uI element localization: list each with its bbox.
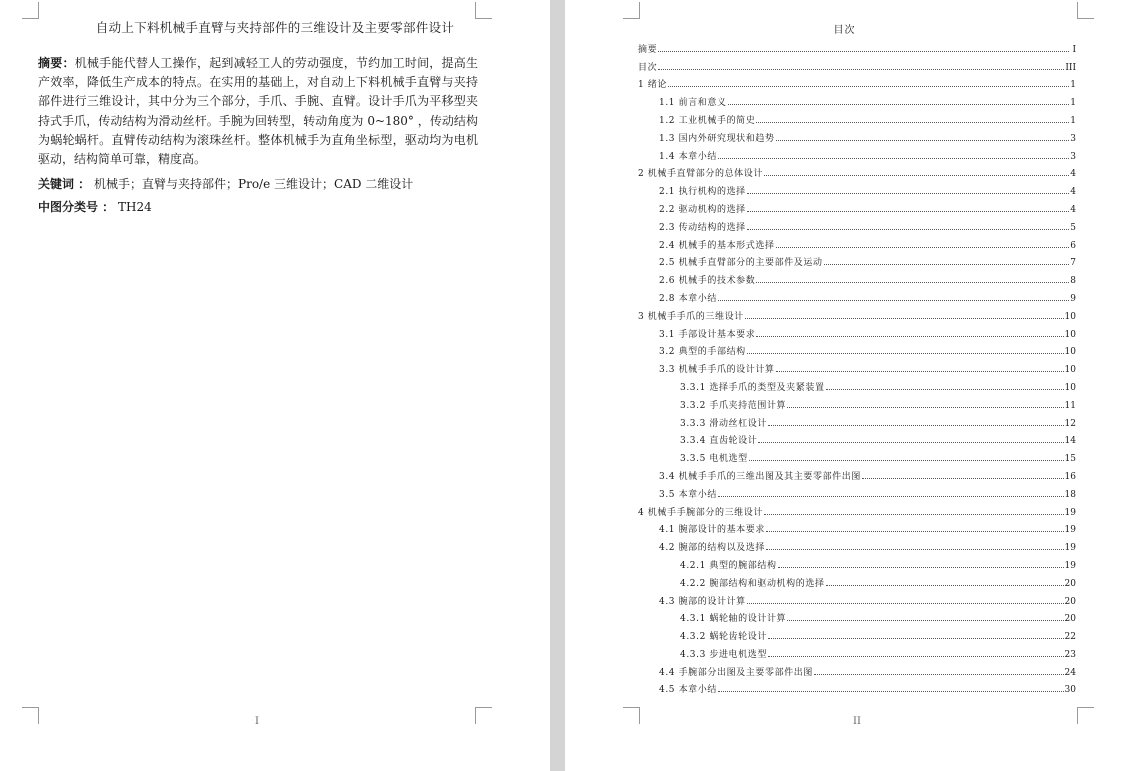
toc-entry-text: 2.4 机械手的基本形式选择: [659, 240, 775, 251]
abstract-text: 机械手能代替人工操作，起到减轻工人的劳动强度，节约加工时间，提高生产效率，降低生产成本的特点。在实用的基础上，对自动上下料机械手直臂与夹持部件进行三维设计，其中分为三个部分，手爪、手腕、直臂。设计手爪为平移型夹持式手爪，传动结构为滑动丝杆。手腕为回转型，转动角度为 0~180° ，传动结构为蜗轮蜗杆。直臂传动结构为滚珠丝杆。整体机械手为直角坐标型，驱动均为电机驱动，结构简单可靠，精度高。: [38, 56, 478, 167]
toc-entry[interactable]: [638, 215, 1076, 233]
toc-dot-leader: [776, 247, 1069, 248]
toc-entry[interactable]: [638, 518, 1076, 536]
toc-dot-leader: [824, 264, 1069, 265]
toc-entry[interactable]: [638, 179, 1076, 197]
toc-dot-leader: [745, 318, 1064, 319]
toc-entry-page: 3: [1070, 151, 1076, 162]
classification-label: 中图分类号 ：: [38, 200, 115, 214]
toc-entry-page: 10: [1064, 329, 1076, 340]
toc-dot-leader: [718, 691, 1064, 692]
toc-dot-leader: [826, 585, 1064, 586]
crop-mark-bottom-left: [623, 707, 640, 724]
page-number-left: I: [255, 716, 259, 727]
toc-entry[interactable]: [638, 357, 1076, 375]
toc-entry-text: 2.8 本章小结: [659, 293, 717, 304]
toc-entry-text: 3.2 典型的手部结构: [659, 347, 746, 358]
toc-entry[interactable]: [638, 144, 1076, 162]
toc-entry-page: 4: [1070, 169, 1076, 180]
classification-line: [38, 198, 152, 215]
toc-entry[interactable]: [638, 108, 1076, 126]
crop-mark-bottom-right: [475, 707, 492, 724]
toc-entry-page: 11: [1064, 400, 1076, 411]
toc-entry-page: I: [1072, 44, 1076, 55]
toc-entry-page: III: [1065, 62, 1076, 73]
toc-entry-page: 16: [1064, 471, 1076, 482]
toc-entry[interactable]: [638, 535, 1076, 553]
toc-entry[interactable]: [638, 286, 1076, 304]
toc-dot-leader: [756, 336, 1063, 337]
toc-dot-leader: [862, 478, 1064, 479]
toc-entry[interactable]: [638, 589, 1076, 607]
toc-entry-page: 14: [1064, 436, 1076, 447]
keywords-line: [38, 175, 413, 192]
toc-entry-text: 3.3.1 选择手爪的类型及夹紧装置: [680, 382, 825, 393]
toc-entry-page: 24: [1064, 667, 1076, 678]
toc-entry-text: 4.3 腕部的设计计算: [659, 596, 746, 607]
toc-title: 目次: [833, 25, 856, 36]
toc-entry-page: 10: [1064, 311, 1076, 322]
toc-dot-leader: [718, 496, 1064, 497]
toc-entry[interactable]: [638, 233, 1076, 251]
toc-entry-text: 1.1 前言和意义: [659, 98, 727, 109]
toc-entry[interactable]: [638, 678, 1076, 696]
toc-dot-leader: [787, 407, 1063, 408]
toc-dot-leader: [756, 122, 1069, 123]
toc-entry-text: 4.2 腕部的结构以及选择: [659, 543, 765, 554]
toc-entry-text: 4.5 本章小结: [659, 685, 717, 696]
toc-entry-page: 30: [1064, 685, 1076, 696]
toc-entry-page: 20: [1064, 596, 1076, 607]
toc-entry-text: 3.1 手部设计基本要求: [659, 329, 756, 340]
toc-dot-leader: [758, 442, 1063, 443]
toc-dot-leader: [768, 656, 1064, 657]
toc-entry[interactable]: [638, 393, 1076, 411]
toc-entry-page: 19: [1064, 507, 1076, 518]
toc-dot-leader: [728, 104, 1069, 105]
toc-dot-leader: [766, 549, 1064, 550]
toc-entry-text: 3 机械手手爪的三维设计: [638, 311, 744, 322]
toc-dot-leader: [756, 282, 1069, 283]
toc-entry-text: 3.5 本章小结: [659, 489, 717, 500]
toc-entry-page: 23: [1064, 649, 1076, 660]
crop-mark-top-right: [475, 2, 492, 19]
toc-entry-text: 4.3.3 步进电机选型: [680, 649, 767, 660]
toc-entry-page: 19: [1064, 543, 1076, 554]
toc-entry[interactable]: [638, 126, 1076, 144]
toc-dot-leader: [658, 51, 1069, 52]
toc-entry[interactable]: [638, 375, 1076, 393]
toc-entry-text: 2.6 机械手的技术参数: [659, 276, 756, 287]
toc-entry-text: 4.2.2 腕部结构和驱动机构的选择: [680, 578, 825, 589]
toc-entry-page: 8: [1070, 276, 1076, 287]
toc-entry-text: 1.2 工业机械手的简史: [659, 115, 756, 126]
document-title: 自动上下料机械手直臂与夹持部件的三维设计及主要零部件设计: [95, 20, 455, 35]
toc-entry-text: 摘要: [638, 44, 658, 55]
toc-entry-text: 4 机械手手腕部分的三维设计: [638, 507, 763, 518]
toc-entry-text: 2.3 传动结构的选择: [659, 222, 746, 233]
toc-entry-page: 6: [1070, 240, 1076, 251]
toc-entry[interactable]: [638, 162, 1076, 180]
toc-dot-leader: [658, 69, 1064, 70]
toc-entry[interactable]: [638, 268, 1076, 286]
toc-entry-page: 10: [1064, 382, 1076, 393]
toc-entry[interactable]: [638, 73, 1076, 91]
toc-dot-leader: [749, 460, 1064, 461]
toc-dot-leader: [776, 140, 1069, 141]
crop-mark-top-left: [22, 2, 39, 19]
toc-entry-text: 3.4 机械手手爪的三维出图及其主要零部件出图: [659, 471, 861, 482]
toc-entry-page: 10: [1064, 365, 1076, 376]
page-left: [0, 0, 550, 771]
toc-entry-page: 18: [1064, 489, 1076, 500]
toc-entry-text: 3.3.3 滑动丝杠设计: [680, 418, 767, 429]
toc-entry-text: 4.1 腕部设计的基本要求: [659, 525, 765, 536]
toc-entry[interactable]: [638, 411, 1076, 429]
toc-dot-leader: [814, 674, 1064, 675]
toc-dot-leader: [764, 514, 1064, 515]
toc-entry[interactable]: [638, 607, 1076, 625]
toc-dot-leader: [787, 620, 1063, 621]
toc-entry[interactable]: [638, 446, 1076, 464]
toc-dot-leader: [718, 300, 1069, 301]
toc-dot-leader: [718, 158, 1069, 159]
toc-entry-text: 4.3.1 蜗轮轴的设计计算: [680, 614, 787, 625]
crop-mark-top-left: [623, 2, 640, 19]
keywords-label: 关键词 ：: [38, 177, 91, 191]
toc-entry[interactable]: [638, 464, 1076, 482]
toc-entry-page: 5: [1070, 222, 1076, 233]
toc-entry[interactable]: [638, 500, 1076, 518]
crop-mark-bottom-left: [22, 707, 39, 724]
toc-dot-leader: [747, 193, 1069, 194]
toc-entry-page: 19: [1064, 525, 1076, 536]
keywords-text: 机械手；直臂与夹持部件；Pro/e 三维设计；CAD 二维设计: [94, 177, 414, 191]
page-number-right: II: [853, 716, 861, 727]
toc-entry-text: 1.3 国内外研究现状和趋势: [659, 133, 775, 144]
toc-entry[interactable]: [638, 322, 1076, 340]
toc-dot-leader: [764, 175, 1069, 176]
toc-dot-leader: [668, 86, 1069, 87]
toc-entry-page: 1: [1070, 98, 1076, 109]
toc-entry[interactable]: [638, 304, 1076, 322]
toc-entry-text: 3.3 机械手手爪的设计计算: [659, 365, 775, 376]
toc-entry-page: 9: [1070, 293, 1076, 304]
toc-entry-page: 12: [1064, 418, 1076, 429]
table-of-contents: [638, 37, 1076, 695]
toc-entry-text: 1.4 本章小结: [659, 151, 717, 162]
toc-entry-page: 19: [1064, 560, 1076, 571]
toc-entry-text: 2.1 执行机构的选择: [659, 187, 746, 198]
toc-entry-page: 7: [1070, 258, 1076, 269]
toc-dot-leader: [747, 353, 1064, 354]
toc-entry[interactable]: [638, 340, 1076, 358]
toc-entry[interactable]: [638, 90, 1076, 108]
toc-dot-leader: [747, 211, 1069, 212]
classification-text: TH24: [118, 200, 152, 214]
toc-entry-text: 2.5 机械手直臂部分的主要部件及运动: [659, 258, 823, 269]
toc-dot-leader: [766, 531, 1064, 532]
toc-entry[interactable]: [638, 642, 1076, 660]
toc-dot-leader: [768, 425, 1064, 426]
abstract-paragraph: [38, 54, 478, 169]
toc-entry-text: 4.2.1 典型的腕部结构: [680, 560, 777, 571]
toc-entry-page: 20: [1064, 614, 1076, 625]
toc-entry[interactable]: [638, 660, 1076, 678]
toc-entry-text: 3.3.5 电机选型: [680, 454, 748, 465]
crop-mark-top-right: [1077, 2, 1094, 19]
toc-dot-leader: [768, 638, 1064, 639]
toc-entry-page: 1: [1070, 80, 1076, 91]
toc-entry[interactable]: [638, 624, 1076, 642]
toc-entry-text: 1 绪论: [638, 80, 667, 91]
toc-entry[interactable]: [638, 553, 1076, 571]
toc-entry-page: 22: [1064, 632, 1076, 643]
toc-entry-text: 目次: [638, 62, 658, 73]
toc-entry-page: 4: [1070, 204, 1076, 215]
abstract-label: 摘要：: [38, 56, 75, 70]
toc-entry-text: 3.3.4 直齿轮设计: [680, 436, 758, 447]
toc-entry-page: 1: [1070, 115, 1076, 126]
toc-entry-page: 4: [1070, 187, 1076, 198]
toc-entry-text: 2.2 驱动机构的选择: [659, 204, 746, 215]
toc-dot-leader: [776, 371, 1064, 372]
crop-mark-bottom-right: [1077, 707, 1094, 724]
toc-entry[interactable]: [638, 429, 1076, 447]
toc-entry-text: 4.3.2 蜗轮齿轮设计: [680, 632, 767, 643]
toc-entry-text: 2 机械手直臂部分的总体设计: [638, 169, 763, 180]
toc-entry-text: 3.3.2 手爪夹持范围计算: [680, 400, 787, 411]
toc-entry[interactable]: [638, 197, 1076, 215]
toc-entry-text: 4.4 手腕部分出图及主要零部件出图: [659, 667, 813, 678]
toc-entry[interactable]: [638, 571, 1076, 589]
toc-dot-leader: [747, 229, 1069, 230]
toc-entry-page: 10: [1064, 347, 1076, 358]
toc-dot-leader: [778, 567, 1064, 568]
toc-dot-leader: [747, 603, 1064, 604]
toc-entry[interactable]: [638, 251, 1076, 269]
toc-dot-leader: [826, 389, 1064, 390]
toc-entry[interactable]: [638, 482, 1076, 500]
toc-entry[interactable]: [638, 37, 1076, 55]
toc-entry-page: 15: [1064, 454, 1076, 465]
toc-entry-page: 20: [1064, 578, 1076, 589]
toc-entry[interactable]: [638, 55, 1076, 73]
toc-entry-page: 3: [1070, 133, 1076, 144]
page-right: [565, 0, 1124, 771]
